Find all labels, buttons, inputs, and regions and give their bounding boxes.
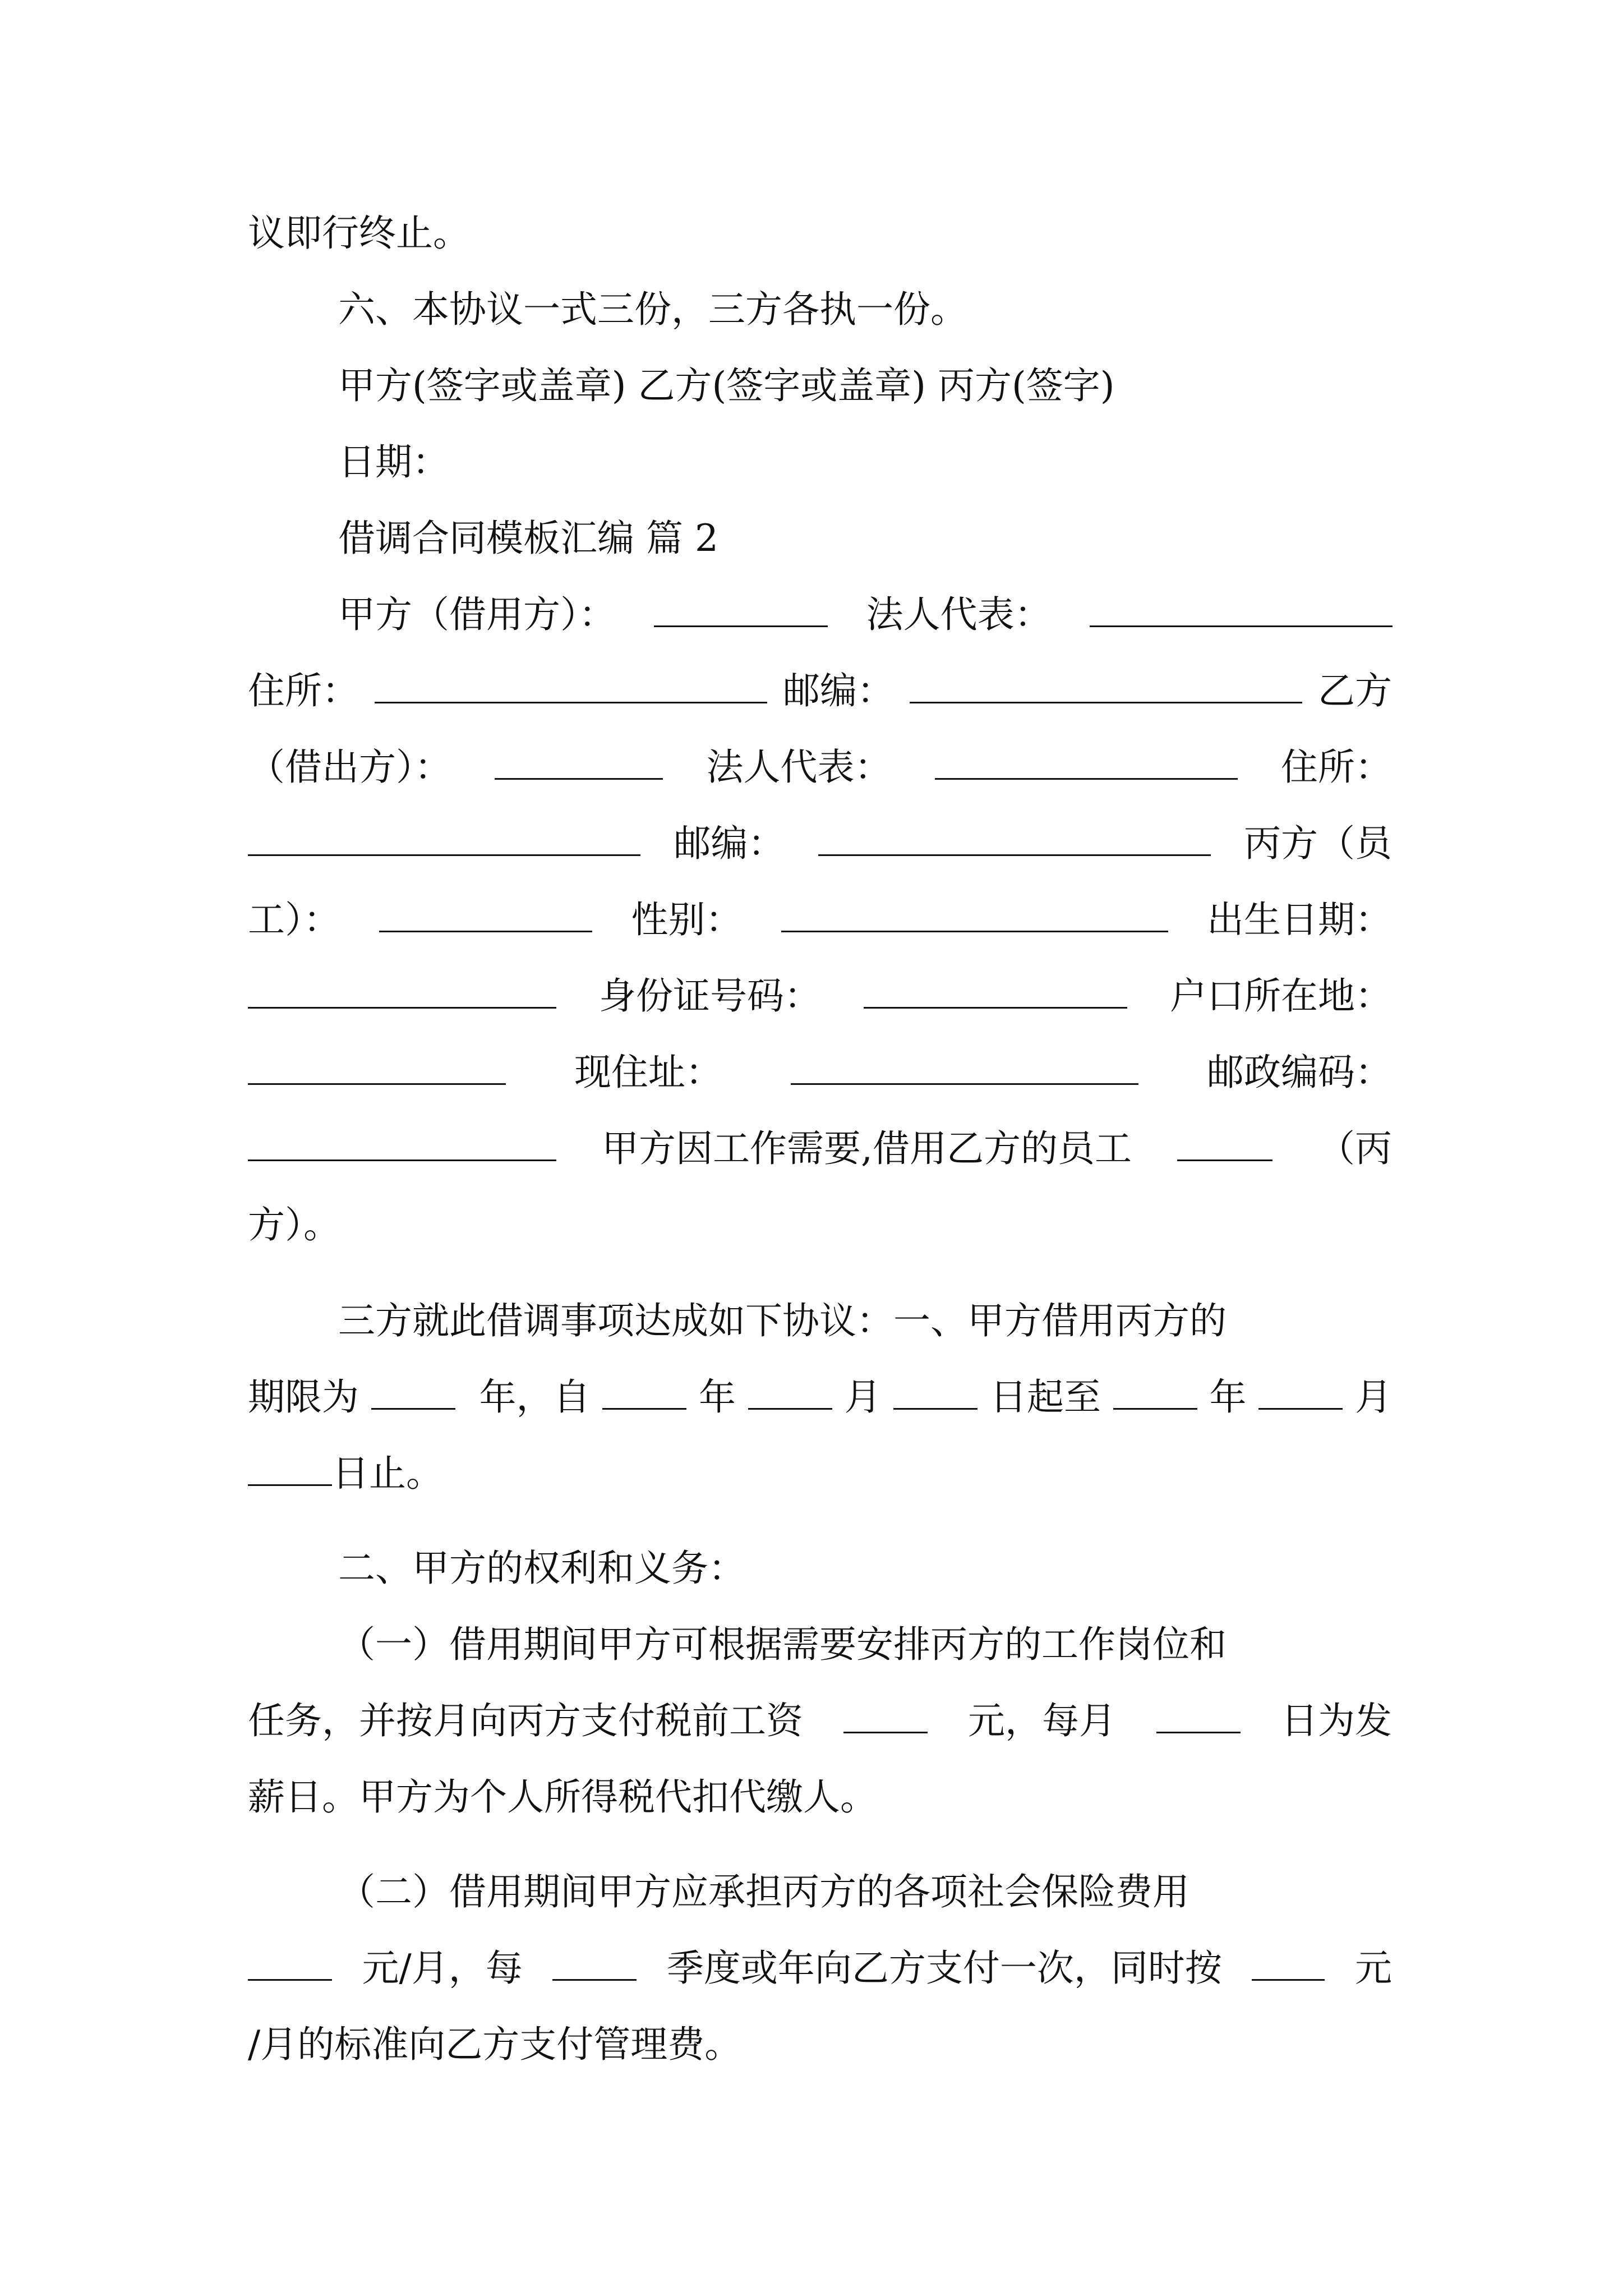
fill-in-blank — [248, 1050, 506, 1085]
fill-in-blank — [1156, 1698, 1241, 1733]
fill-in-blank — [818, 821, 1211, 856]
text-segment: 户口所在地： — [1170, 974, 1392, 1018]
signature-line — [338, 348, 1393, 424]
text-segment: 元/月，每 — [362, 1947, 523, 1990]
text-segment: （丙 — [1317, 1127, 1392, 1170]
text-segment: 年 — [698, 1375, 736, 1419]
form-line — [248, 729, 1392, 806]
fill-in-blank — [495, 744, 663, 780]
fill-in-blank — [748, 1374, 832, 1410]
text-segment: 法人代表： — [866, 593, 1052, 636]
text-line — [248, 2007, 1392, 2083]
fill-in-blank — [910, 668, 1302, 703]
text-segment: 薪日。甲方为个人所得税代扣代缴人。 — [248, 1775, 877, 1819]
text-segment: （借出方）： — [248, 746, 451, 789]
text-line — [248, 1759, 1392, 1835]
fill-in-blank — [248, 821, 640, 856]
fill-in-blank — [893, 1374, 978, 1410]
form-line — [248, 1435, 1392, 1512]
text-line — [338, 1607, 1393, 1683]
text-segment: （二）借用期间甲方应承担丙方的各项社会保险费用 — [338, 1870, 1189, 1913]
fill-in-blank — [248, 973, 556, 1009]
fill-in-blank — [654, 592, 828, 627]
text-segment: 住所： — [248, 669, 359, 712]
fill-in-blank — [248, 1945, 332, 1981]
text-segment: 现住址： — [574, 1051, 722, 1094]
fill-in-blank — [552, 1945, 637, 1981]
form-line — [338, 577, 1393, 653]
form-line — [248, 806, 1392, 882]
text-segment: 二、甲方的权利和义务： — [338, 1547, 745, 1590]
text-segment: 年 — [1209, 1375, 1247, 1419]
text-segment: 甲方(签字或盖章) 乙方(签字或盖章) 丙方(签字) — [338, 364, 1115, 407]
fill-in-blank — [1090, 592, 1393, 627]
text-segment: 住所： — [1281, 746, 1392, 789]
text-line — [248, 195, 1392, 272]
text-segment: 季度或年向乙方支付一次，同时按 — [666, 1947, 1222, 1990]
text-segment: 邮政编码： — [1207, 1051, 1392, 1094]
form-line — [248, 1359, 1392, 1435]
form-line — [248, 653, 1392, 729]
text-segment: 法人代表： — [706, 746, 892, 789]
text-segment: 乙方 — [1318, 669, 1392, 712]
fill-in-blank — [602, 1374, 686, 1410]
fill-in-blank — [1177, 1126, 1272, 1161]
text-segment: 日期： — [338, 440, 449, 484]
fill-in-blank — [843, 1698, 928, 1733]
fill-in-blank — [864, 973, 1127, 1009]
form-line — [248, 882, 1392, 958]
text-segment: 丙方（员 — [1243, 822, 1392, 865]
text-segment: 邮编： — [674, 822, 785, 865]
text-segment: /月的标准向乙方支付管理费。 — [248, 2023, 742, 2066]
text-segment: 性别： — [631, 898, 743, 941]
fill-in-blank — [1252, 1945, 1325, 1981]
fill-in-blank — [371, 1374, 455, 1410]
form-line — [248, 1034, 1392, 1111]
text-segment: 工）： — [248, 898, 340, 941]
fill-in-blank — [791, 1050, 1138, 1085]
fill-in-blank — [1113, 1374, 1197, 1410]
text-segment: 借调合同模板汇编 篇 2 — [338, 517, 718, 560]
text-line — [338, 1854, 1393, 1930]
text-segment: 日为发 — [1281, 1699, 1392, 1742]
date-line — [338, 424, 1393, 500]
form-line — [248, 958, 1392, 1034]
text-segment: 甲方因工作需要,借用乙方的员工 — [602, 1127, 1132, 1170]
text-segment: 期限为 — [248, 1375, 359, 1419]
text-segment: 出生日期： — [1207, 898, 1392, 941]
text-segment: 方）。 — [248, 1203, 340, 1246]
text-segment: 甲方（借用方）： — [338, 593, 616, 636]
text-segment: 月 — [844, 1375, 882, 1419]
text-segment: 邮编： — [783, 669, 894, 712]
clause-heading — [338, 1530, 1393, 1607]
text-segment: 月 — [1354, 1375, 1392, 1419]
section-heading — [338, 500, 1393, 577]
text-segment: 议即行终止。 — [248, 211, 470, 255]
text-segment: 六、本协议一式三份，三方各执一份。 — [338, 288, 967, 331]
text-segment: 元，每月 — [968, 1699, 1116, 1742]
form-line — [248, 1683, 1392, 1759]
fill-in-blank — [379, 897, 592, 932]
text-line — [248, 1187, 1392, 1263]
text-segment: 任务，并按月向丙方支付税前工资 — [248, 1699, 803, 1742]
fill-in-blank — [248, 1126, 556, 1161]
text-segment: 年，自 — [467, 1375, 591, 1419]
text-line — [338, 1283, 1393, 1359]
form-line — [248, 1930, 1392, 2007]
text-segment: 身份证号码： — [599, 974, 821, 1018]
fill-in-blank — [781, 897, 1168, 932]
form-line — [248, 1111, 1392, 1187]
text-segment: 三方就此借调事项达成如下协议：一、甲方借用丙方的 — [338, 1299, 1227, 1342]
fill-in-blank — [248, 1451, 332, 1486]
text-segment: （一）借用期间甲方可根据需要安排丙方的工作岗位和 — [338, 1623, 1227, 1666]
text-segment: 日止。 — [332, 1452, 443, 1495]
text-segment: 元 — [1354, 1947, 1392, 1990]
text-line — [338, 272, 1393, 348]
text-segment: 日起至 — [989, 1375, 1101, 1419]
fill-in-blank — [375, 668, 767, 703]
fill-in-blank — [1258, 1374, 1343, 1410]
fill-in-blank — [935, 744, 1238, 780]
